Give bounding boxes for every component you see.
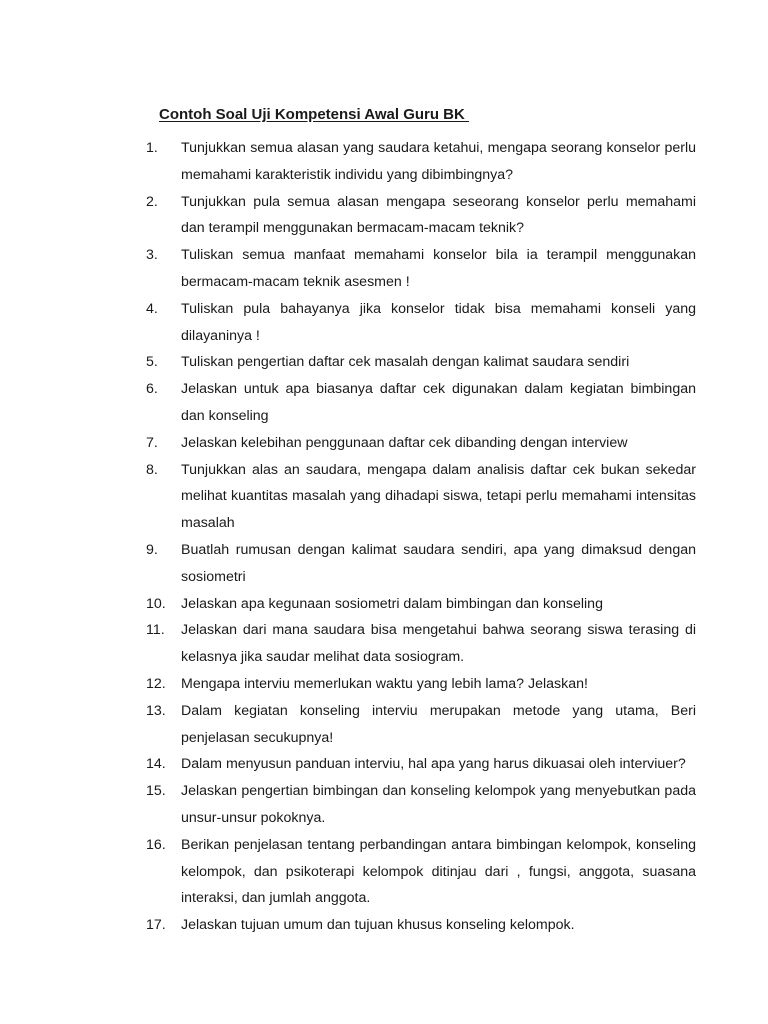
question-number: 4. xyxy=(146,300,158,317)
question-text: Jelaskan untuk apa biasanya daftar cek digunakan dalam kegiatan bimbingan dan konseling xyxy=(181,381,696,424)
question-list xyxy=(146,135,696,939)
question-text: Tunjukkan pula semua alasan mengapa seseorang konselor perlu memahami dan terampil menggunakan bermacam-macam teknik? xyxy=(181,193,696,237)
question-item xyxy=(146,135,696,189)
question-number: 5. xyxy=(146,354,158,371)
question-item xyxy=(146,617,696,671)
question-number: 9. xyxy=(146,541,158,558)
question-item xyxy=(146,698,696,752)
question-text: Tuliskan pengertian daftar cek masalah dengan kalimat saudara sendiri xyxy=(181,354,630,371)
question-number: 8. xyxy=(146,461,158,478)
question-number: 1. xyxy=(146,140,158,156)
question-item xyxy=(146,376,696,430)
question-number: 2. xyxy=(146,193,158,210)
question-item xyxy=(146,912,696,939)
question-number: 3. xyxy=(146,247,158,264)
question-item xyxy=(146,189,696,243)
question-text: Tuliskan semua manfaat memahami konselor bila ia terampil menggunakan bermacam-macam teknik asesmen ! xyxy=(181,247,696,290)
question-number: 14. xyxy=(146,756,166,773)
question-text: Tunjukkan alas an saudara, mengapa dalam analisis daftar cek bukan sekedar melihat kuantitas masalah yang dihadapi siswa, tetapi perlu memahami intensitas masalah xyxy=(181,461,696,532)
question-number: 12. xyxy=(146,675,166,692)
question-text: Berikan penjelasan tentang perbandingan antara bimbingan kelompok, konseling kelompok, dan psikoterapi kelompok ditinjau dari , fungsi, anggota, suasana interaksi, dan jumlah anggota. xyxy=(181,836,696,907)
question-item xyxy=(146,537,696,591)
question-number: 6. xyxy=(146,381,158,398)
question-text: Jelaskan pengertian bimbingan dan konseling kelompok yang menyebutkan pada unsur-unsur pokoknya. xyxy=(181,783,696,826)
question-item xyxy=(146,591,696,618)
question-number: 13. xyxy=(146,702,166,719)
question-item xyxy=(146,296,696,350)
question-number: 17. xyxy=(146,917,166,934)
question-text: Tunjukkan semua alasan yang saudara ketahui, mengapa seorang konselor perlu memahami karakteristik individu yang dibimbingnya? xyxy=(181,140,696,183)
question-text: Jelaskan dari mana saudara bisa mengetahui bahwa seorang siswa terasing di kelasnya jika saudar melihat data sosiogram. xyxy=(181,622,696,666)
question-text: Buatlah rumusan dengan kalimat saudara sendiri, apa yang dimaksud dengan sosiometri xyxy=(181,541,696,585)
question-item xyxy=(146,778,696,832)
question-number: 16. xyxy=(146,836,166,853)
question-number: 10. xyxy=(146,595,166,612)
question-text: Dalam menyusun panduan interviu, hal apa yang harus dikuasai oleh interviuer? xyxy=(181,756,686,773)
question-text: Dalam kegiatan konseling interviu merupakan metode yang utama, Beri penjelasan secukupnya! xyxy=(181,702,696,746)
question-item xyxy=(146,430,696,457)
question-number: 15. xyxy=(146,783,166,800)
question-text: Jelaskan apa kegunaan sosiometri dalam bimbingan dan konseling xyxy=(181,595,603,612)
document-title: Contoh Soal Uji Kompetensi Awal Guru BK xyxy=(159,106,470,123)
question-item xyxy=(146,457,696,537)
question-text: Jelaskan tujuan umum dan tujuan khusus konseling kelompok. xyxy=(181,917,575,934)
question-item xyxy=(146,671,696,698)
question-number: 11. xyxy=(146,622,165,639)
question-item xyxy=(146,349,696,376)
question-text: Jelaskan kelebihan penggunaan daftar cek dibanding dengan interview xyxy=(181,434,628,451)
question-item xyxy=(146,242,696,296)
question-text: Mengapa interviu memerlukan waktu yang lebih lama? Jelaskan! xyxy=(181,675,588,692)
question-item xyxy=(146,832,696,912)
question-number: 7. xyxy=(146,434,158,451)
question-text: Tuliskan pula bahayanya jika konselor tidak bisa memahami konseli yang dilayaninya ! xyxy=(181,300,696,344)
question-item xyxy=(146,751,696,778)
